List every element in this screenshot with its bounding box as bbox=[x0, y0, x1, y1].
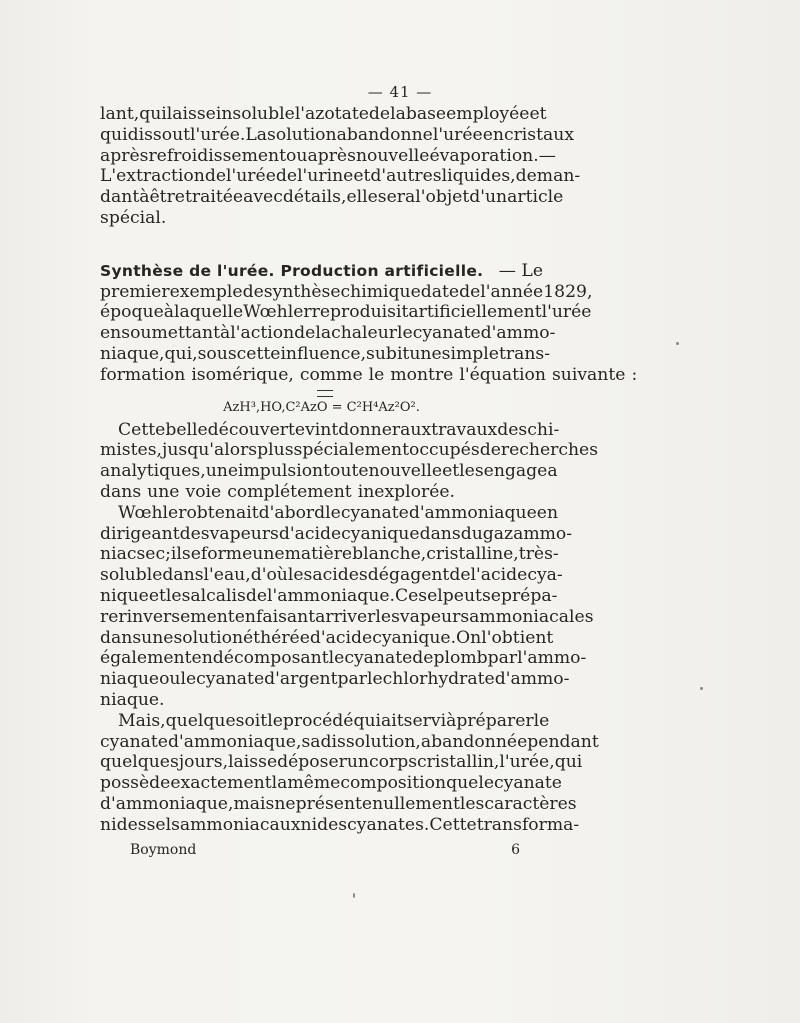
sheet-number: 6 bbox=[511, 842, 520, 858]
paragraph-2 bbox=[100, 260, 638, 386]
text-line bbox=[100, 261, 543, 282]
text-line: niaque, qui, sous cette influence, subit une simple trans- bbox=[100, 343, 551, 364]
text-line: Wœhler obtenait d'abord le cyanate d'ammoniaque en bbox=[118, 502, 559, 523]
text-line: Cette belle découverte vint donner aux travaux des chi- bbox=[118, 419, 560, 440]
text-line: également en décomposant le cyanate de plomb par l'ammo- bbox=[100, 648, 587, 669]
text-line: cyanate d'ammoniaque, sa dissolution, abandonnée pendant bbox=[100, 731, 599, 752]
speck bbox=[676, 342, 679, 345]
section-heading: Synthèse de l'urée. Production artificielle. bbox=[100, 261, 484, 280]
text-line: ni des sels ammoniacaux ni des cyanates. Cette transforma- bbox=[100, 814, 580, 835]
text-line: spécial. bbox=[100, 207, 167, 228]
text-line: dirigeant des vapeurs d'acide cyanique dans du gaz ammo- bbox=[100, 523, 573, 544]
text-line: d'ammoniaque, mais ne présente nullement les caractères bbox=[100, 793, 577, 814]
text-line: époque à laquelle Wœhler reproduisit artificiellement l'urée bbox=[100, 302, 592, 323]
page-footer bbox=[130, 842, 520, 858]
paragraph-1 bbox=[100, 104, 581, 229]
page-number: — 41 — bbox=[367, 83, 433, 101]
paragraph-4 bbox=[100, 502, 594, 711]
text-line: premier exemple de synthèse chimique date de l'année 1829, bbox=[100, 281, 593, 302]
text-line: dans une voie complétement inexplorée. bbox=[100, 481, 456, 502]
text-line: niaque ou le cyanate d'argent par le chlorhydrate d'ammo- bbox=[100, 669, 570, 690]
text-line: en soumettant à l'action de la chaleur le cyanate d'ammo- bbox=[100, 323, 556, 344]
signature-mark: Boymond bbox=[130, 842, 197, 858]
chemical-equation bbox=[100, 386, 543, 420]
text-line: soluble dans l'eau, d'où les acides dégagent de l'acide cya- bbox=[100, 565, 563, 586]
text-line: nique et les alcalis de l'ammoniaque. Ce sel peut se prépa- bbox=[100, 585, 558, 606]
text-line: qui dissout l'urée. La solution abandonne l'urée en cristaux bbox=[100, 124, 575, 145]
text-line: mistes, jusqu'alors plus spécialement occupés de recherches bbox=[100, 440, 599, 461]
text-line: après refroidissement ou après nouvelle évaporation. — bbox=[100, 145, 556, 166]
text-line: niaque. bbox=[100, 689, 165, 710]
text-line: dans une solution éthérée d'acide cyanique. On l'obtient bbox=[100, 627, 554, 648]
text-line: niac sec ; il se forme une matière blanche, cristalline, très- bbox=[100, 544, 559, 565]
text-line: Mais, quel que soit le procédé qui ait servi à préparer le bbox=[118, 710, 550, 731]
speck bbox=[700, 687, 703, 690]
text-line: rer inversement en faisant arriver les vapeurs ammoniacales bbox=[100, 606, 594, 627]
text-line: possède exactement la même composition que le cyanate bbox=[100, 773, 562, 794]
equation-text: AzH³,HO,C²AzO = C²H⁴Az²O². bbox=[223, 399, 420, 415]
text-line-tail: — Le bbox=[498, 260, 543, 281]
speck bbox=[353, 893, 355, 898]
text-line: formation isomérique, comme le montre l'équation suivante : bbox=[100, 364, 638, 385]
text-line: dant à être traitée avec détails, elle sera l'objet d'un article bbox=[100, 187, 564, 208]
body-text bbox=[100, 104, 638, 836]
text-line: L'extraction de l'urée de l'urine et d'autres liquides, deman- bbox=[100, 166, 581, 187]
text-line: analytiques, une impulsion toute nouvelle et les engagea bbox=[100, 461, 558, 482]
text-line: lant, qui laisse insoluble l'azotate de la base employée et bbox=[100, 104, 547, 124]
paragraph-5 bbox=[100, 710, 599, 836]
paragraph-3 bbox=[100, 419, 599, 503]
text-line: quelques jours, laisse déposer un corps cristallin, l'urée, qui bbox=[100, 752, 583, 773]
